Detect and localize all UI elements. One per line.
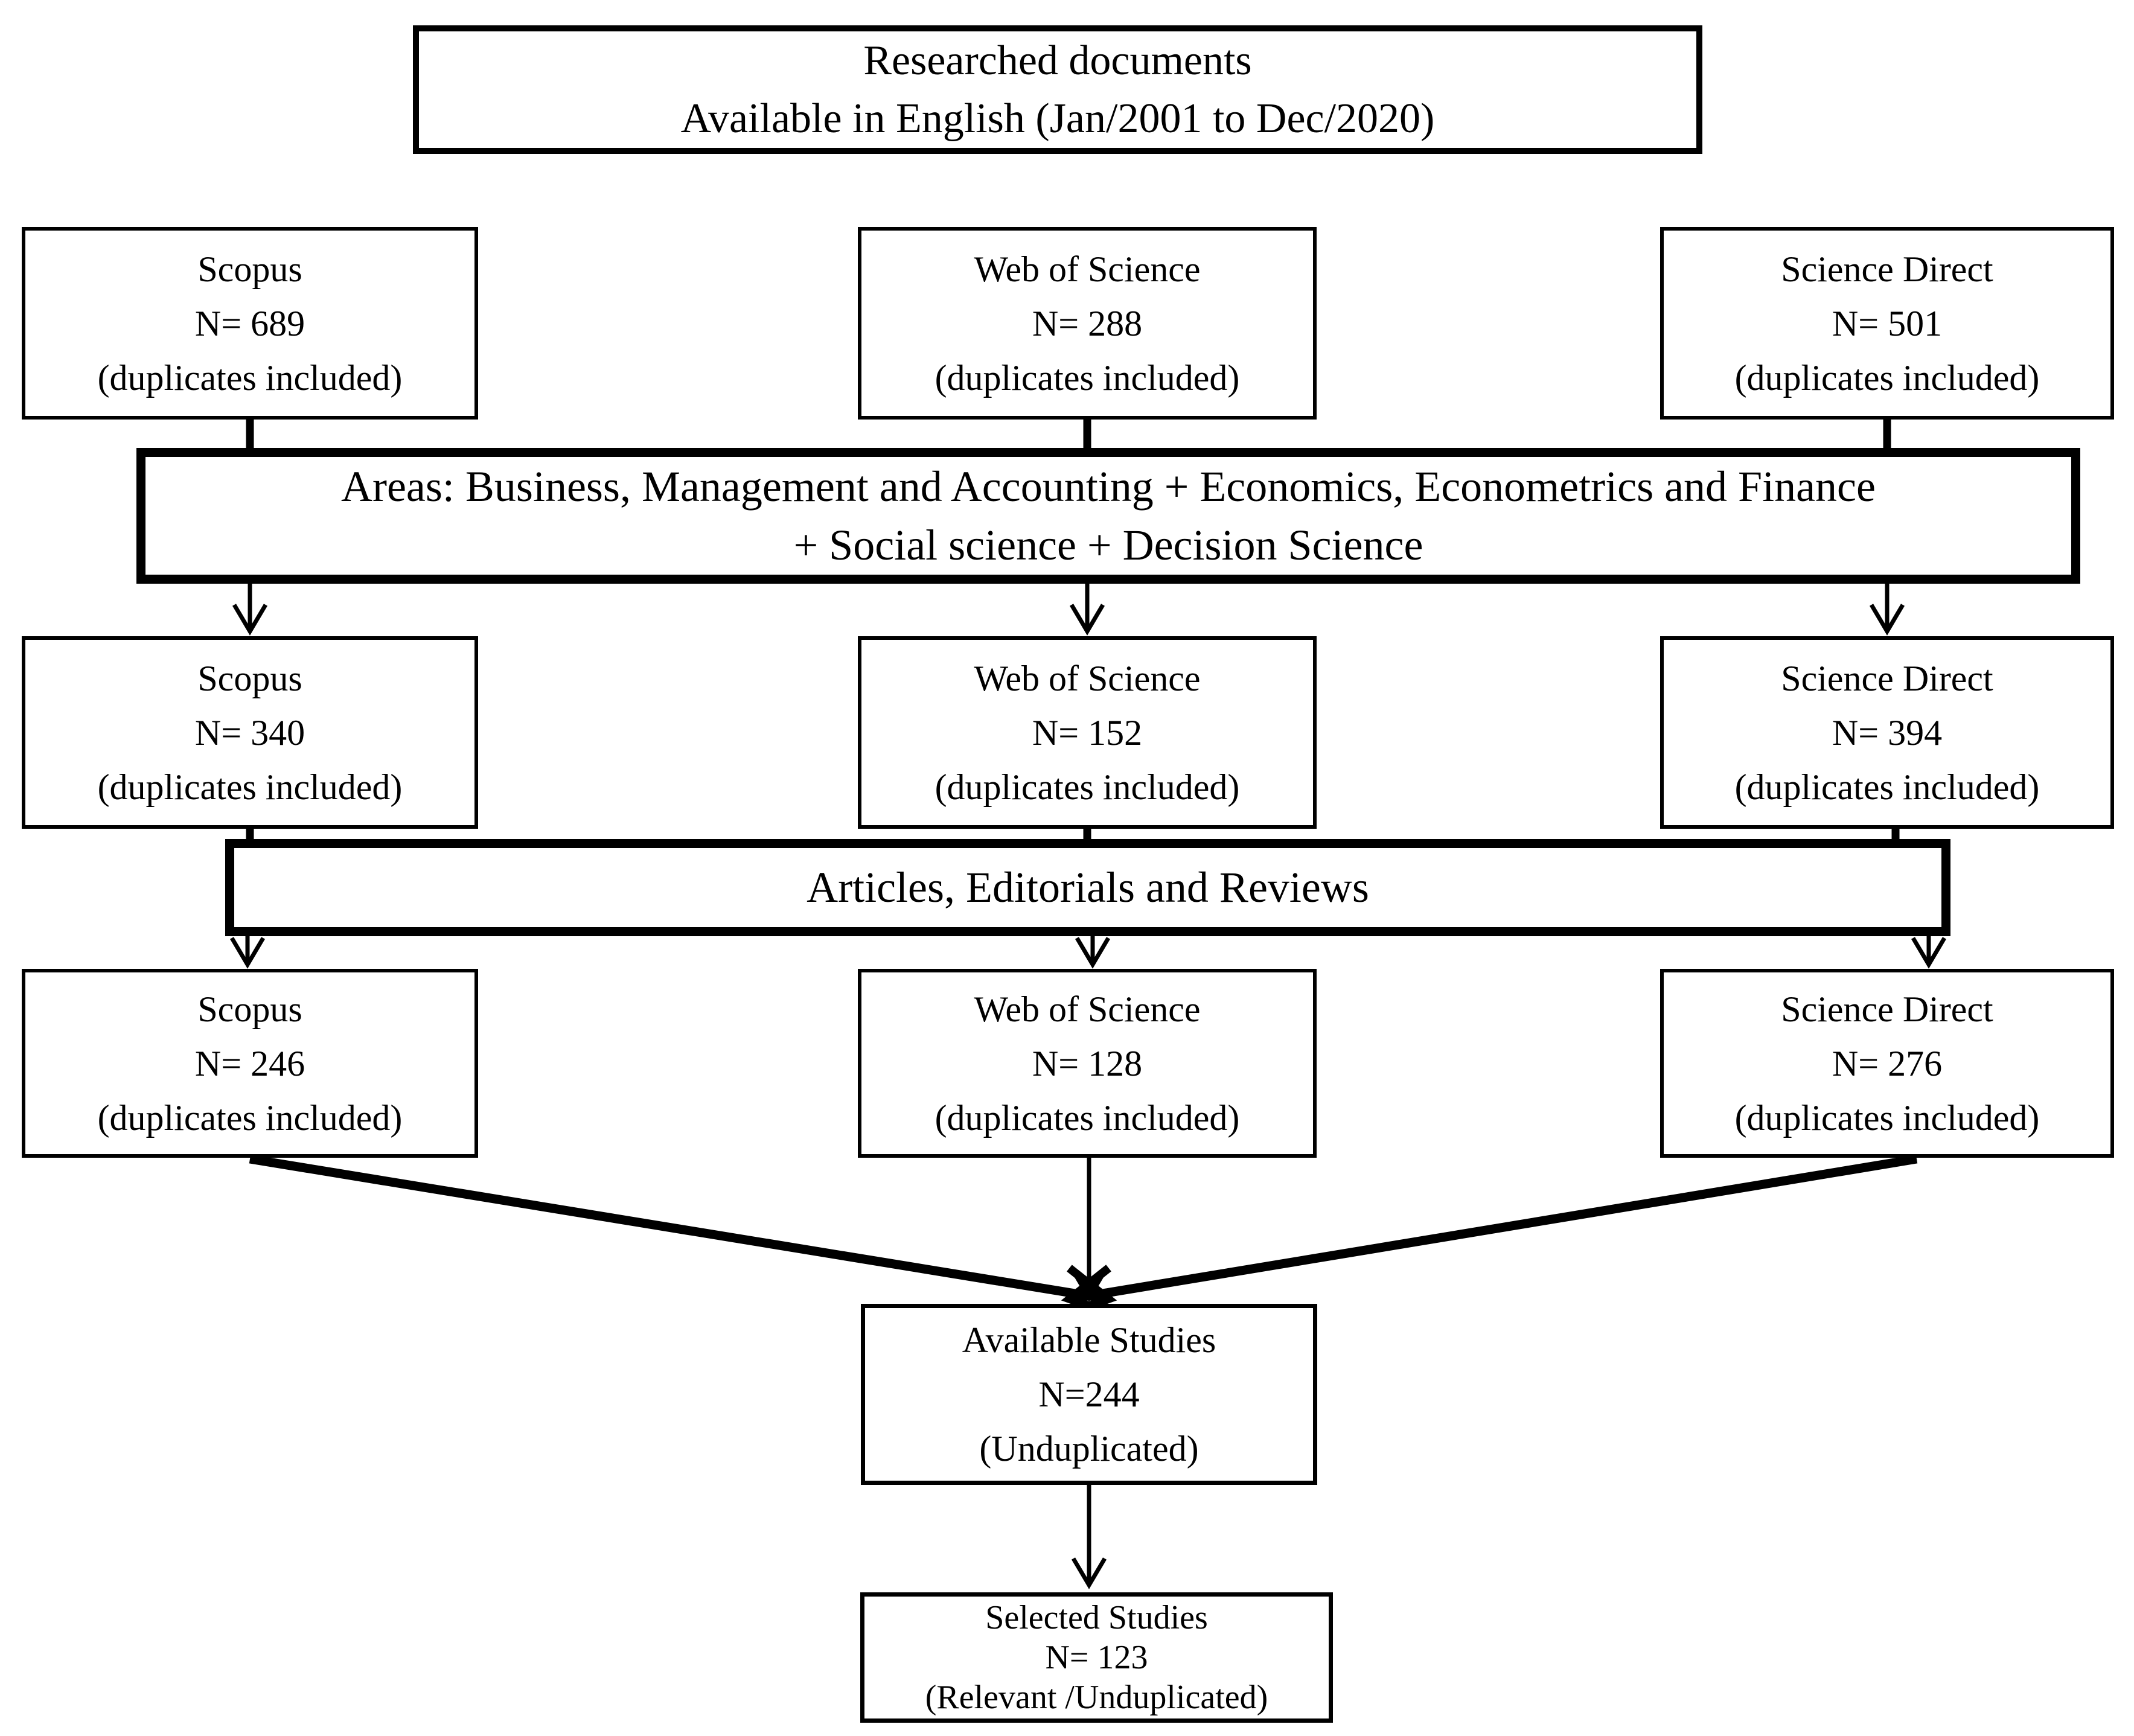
record-count: N= 128 [1032, 1043, 1143, 1083]
record-count: N= 276 [1832, 1043, 1943, 1083]
record-count: N= 394 [1832, 712, 1943, 753]
record-count: N=244 [1038, 1374, 1140, 1414]
source-name: Science Direct [1781, 658, 1993, 698]
result-title: Available Studies [962, 1320, 1216, 1360]
filter-doctypes-line-1: Articles, Editorials and Reviews [807, 863, 1369, 911]
box-selected-studies [860, 1592, 1333, 1723]
record-note: (duplicates included) [1734, 357, 2040, 398]
box-scopus-doctypes [22, 969, 478, 1158]
box-researched-documents [413, 25, 1702, 154]
box-wos-doctypes [858, 969, 1317, 1158]
record-count: N= 123 [1045, 1639, 1148, 1676]
box-sciencedirect-doctypes [1660, 969, 2114, 1158]
record-note: (duplicates included) [934, 357, 1240, 398]
record-note: (duplicates included) [97, 1097, 403, 1138]
source-name: Web of Science [974, 249, 1201, 289]
record-count: N= 152 [1032, 712, 1143, 753]
source-name: Science Direct [1781, 249, 1993, 289]
title-line-2: Available in English (Jan/2001 to Dec/2020) [680, 95, 1435, 142]
record-count: N= 288 [1032, 303, 1143, 343]
result-title: Selected Studies [985, 1599, 1208, 1636]
record-count: N= 689 [194, 303, 305, 343]
box-sciencedirect-initial [1660, 227, 2114, 420]
record-note: (duplicates included) [934, 767, 1240, 807]
source-name: Scopus [197, 658, 302, 698]
record-note: (duplicates included) [97, 767, 403, 807]
source-name: Scopus [197, 989, 302, 1029]
record-note: (duplicates included) [97, 357, 403, 398]
arrow-diagonal-sciencedirect3-to-available [1070, 1159, 1917, 1299]
record-count: N= 340 [194, 712, 305, 753]
box-wos-areas [858, 636, 1317, 829]
record-note: (Relevant /Unduplicated) [925, 1679, 1268, 1716]
title-line-1: Researched documents [863, 37, 1252, 84]
source-name: Web of Science [974, 989, 1201, 1029]
box-filter-doctypes [225, 839, 1950, 936]
box-filter-areas [136, 448, 2080, 584]
box-wos-initial [858, 227, 1317, 420]
record-note: (duplicates included) [1734, 767, 2040, 807]
arrow-diagonal-scopus3-to-available [250, 1159, 1108, 1299]
record-note: (duplicates included) [1734, 1097, 2040, 1138]
box-available-studies [861, 1304, 1317, 1485]
record-note: (duplicates included) [934, 1097, 1240, 1138]
box-sciencedirect-areas [1660, 636, 2114, 829]
box-scopus-areas [22, 636, 478, 829]
record-note: (Unduplicated) [979, 1429, 1199, 1469]
filter-areas-line-2: + Social science + Decision Science [793, 520, 1423, 569]
source-name: Scopus [197, 249, 302, 289]
filter-areas-line-1: Areas: Business, Management and Accounting + Economics, Econometrics and Finance [341, 462, 1876, 511]
box-scopus-initial [22, 227, 478, 420]
source-name: Web of Science [974, 658, 1201, 698]
record-count: N= 501 [1832, 303, 1943, 343]
record-count: N= 246 [194, 1043, 305, 1083]
source-name: Science Direct [1781, 989, 1993, 1029]
